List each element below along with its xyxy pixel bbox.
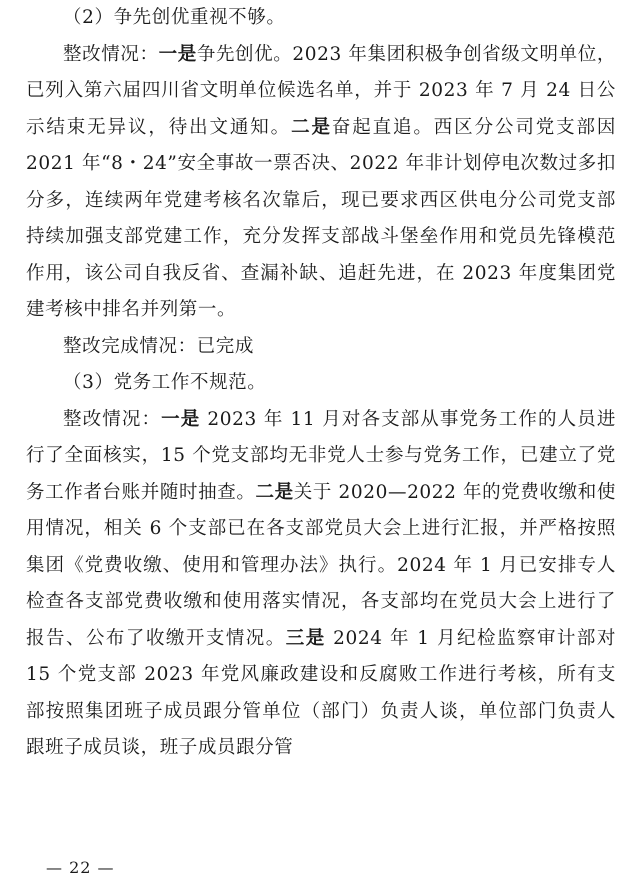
point-2-label: 二是 [255, 481, 294, 503]
point-2-text: 奋起直追。西区分公司党支部因 2021 年“8・24”安全事故一票否决、2022 年非计划停电次数过多扣分多，连续两年党建考核名次靠后，现已要求西区供电分公司党支部持续加强支部党建工作，充分发挥支部战斗堡垒作用和党员先锋模范作用，该公司自我反省、查漏补缺、追赶先进，在 2023 年度集团党建考核中排名并列第一。 [26, 116, 616, 320]
point-1-text: 2023 年 11 月对各支部从事党务工作的人员进行了全面核实，15 个党支部均无非党人士参与党务工作，已建立了党务工作者台账并随时抽查。 [26, 408, 616, 503]
point-2-text: 关于 2020—2022 年的党费收缴和使用情况，相关 6 个支部已在各支部党员大会上进行汇报，并严格按照集团《党费收缴、使用和管理办法》执行。2024 年 1 月已安排专人检查各支部党费收缴和使用落实情况，各支部均在党员大会上进行了报告、公布了收缴开支情况。 [26, 481, 617, 649]
rectification-label: 整改情况： [63, 408, 162, 430]
body-text [26, 0, 616, 767]
point-2-label: 二是 [291, 116, 332, 138]
section-3-heading: （3）党务工作不规范。 [63, 372, 267, 393]
section-2-rectification-paragraph [26, 37, 616, 329]
point-1-text: 争先创优。2023 年集团积极争创省级文明单位，已列入第六届四川省文明单位候选名单，并于 2023 年 7 月 24 日公示结束无异议，待出文通知。 [26, 43, 616, 138]
point-3-text: 2024 年 1 月纪检监察审计部对 15 个党支部 2023 年党风廉政建设和反腐败工作进行考核，所有支部按照集团班子成员跟分管单位（部门）负责人谈，单位部门负责人跟班子成员谈，班子成员跟分管 [26, 627, 616, 758]
point-3-label: 三是 [285, 627, 326, 649]
point-1-label: 一是 [158, 43, 197, 65]
page-number: — 22 — [46, 858, 115, 877]
section-2-completion-status: 整改完成情况：已完成 [63, 335, 255, 357]
rectification-label: 整改情况： [63, 43, 159, 65]
section-2-heading: （2）争先创优重视不够。 [63, 7, 286, 28]
section-3-rectification-paragraph [26, 402, 616, 767]
point-1-label: 一是 [161, 408, 201, 430]
